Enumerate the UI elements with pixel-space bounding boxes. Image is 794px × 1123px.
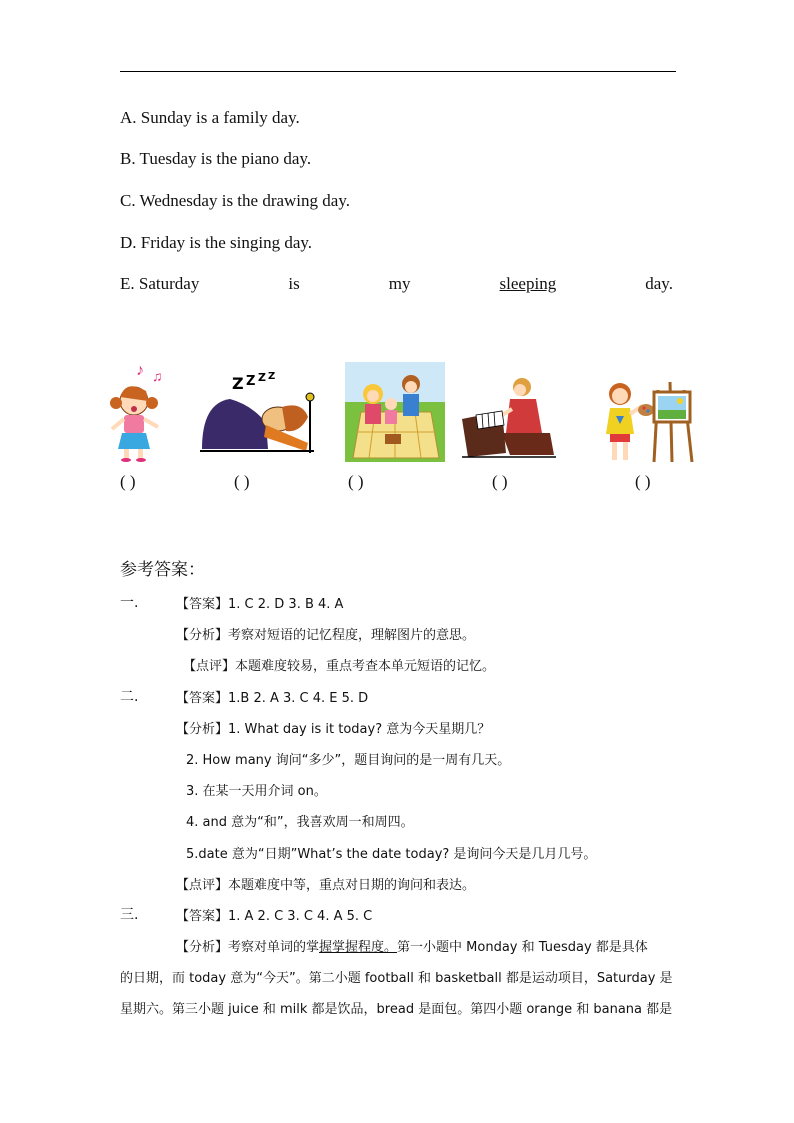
option-a: A. Sunday is a family day. bbox=[120, 108, 300, 127]
answer-paren: ( ) bbox=[234, 472, 250, 491]
option-e bbox=[120, 274, 673, 294]
answer-paren: ( ) bbox=[120, 472, 136, 491]
analysis-line: 5.date 意为“日期”What’s the date today? 是询问今天是几月几号。 bbox=[186, 847, 597, 862]
singing-girl-icon bbox=[104, 357, 176, 463]
svg-text:Z: Z bbox=[232, 374, 244, 393]
analysis-line: 星期六。第三小题 juice 和 milk 都是饮品，bread 是面包。第四小题 orange 和 banana 都是 bbox=[120, 1002, 673, 1017]
option-e-word: E. Saturday bbox=[120, 274, 200, 293]
option-d: D. Friday is the singing day. bbox=[120, 233, 313, 252]
analysis-line: 【分析】考察对短语的记忆程度，理解图片的意思。 bbox=[176, 628, 476, 643]
answer-paren: ( ) bbox=[348, 472, 364, 491]
sleeping-man-icon bbox=[196, 357, 322, 457]
svg-text:Z: Z bbox=[258, 371, 266, 384]
section-number: 二. bbox=[120, 689, 139, 705]
option-e-word: sleeping bbox=[499, 274, 557, 293]
section-number: 一. bbox=[120, 595, 139, 611]
painting-girl-icon bbox=[600, 378, 696, 464]
answers-title: 参考答案： bbox=[120, 560, 205, 580]
answer-line: 【答案】1. A 2. C 3. C 4. A 5. C bbox=[176, 909, 373, 924]
header-rule bbox=[120, 71, 676, 72]
answer-line: 【答案】1.B 2. A 3. C 4. E 5. D bbox=[176, 691, 369, 706]
section-number: 三. bbox=[120, 907, 139, 923]
family-picnic-icon bbox=[345, 362, 445, 462]
analysis-line: 的日期，而 today 意为“今天”。第二小题 football 和 basketball 都是运动项目，Saturday 是 bbox=[120, 971, 673, 986]
answer-paren: ( ) bbox=[635, 472, 651, 491]
analysis-line: 【分析】1. What day is it today? 意为今天星期几？ bbox=[176, 722, 491, 737]
analysis-text-underlined: 握掌握程度。 bbox=[319, 940, 398, 955]
svg-text:♪: ♪ bbox=[136, 362, 144, 379]
option-e-word: is bbox=[288, 274, 300, 293]
piano-player-icon bbox=[462, 375, 556, 459]
comment-line: 【点评】本题难度中等，重点对日期的询问和表达。 bbox=[176, 878, 476, 893]
svg-text:♫: ♫ bbox=[152, 370, 163, 385]
analysis-text: 【分析】考察对单词的掌 bbox=[176, 940, 320, 955]
analysis-text: 第一小题中 Monday 和 Tuesday 都是具体 bbox=[397, 940, 648, 955]
analysis-line: 4. and 意为“和”，我喜欢周一和周四。 bbox=[186, 815, 414, 830]
option-e-word: my bbox=[388, 274, 411, 293]
analysis-line: 2. How many 询问“多少”，题目询问的是一周有几天。 bbox=[186, 753, 511, 768]
answer-paren: ( ) bbox=[492, 472, 508, 491]
analysis-line: 3. 在某一天用介词 on。 bbox=[186, 784, 327, 799]
option-b: B. Tuesday is the piano day. bbox=[120, 149, 312, 168]
answer-line: 【答案】1. C 2. D 3. B 4. A bbox=[176, 597, 344, 612]
option-e-word: day. bbox=[645, 274, 673, 293]
analysis-line bbox=[176, 936, 648, 955]
svg-text:Z: Z bbox=[268, 371, 276, 382]
svg-text:Z: Z bbox=[246, 374, 256, 389]
comment-line: 【点评】本题难度较易，重点考查本单元短语的记忆。 bbox=[183, 659, 496, 674]
option-c: C. Wednesday is the drawing day. bbox=[120, 191, 350, 210]
